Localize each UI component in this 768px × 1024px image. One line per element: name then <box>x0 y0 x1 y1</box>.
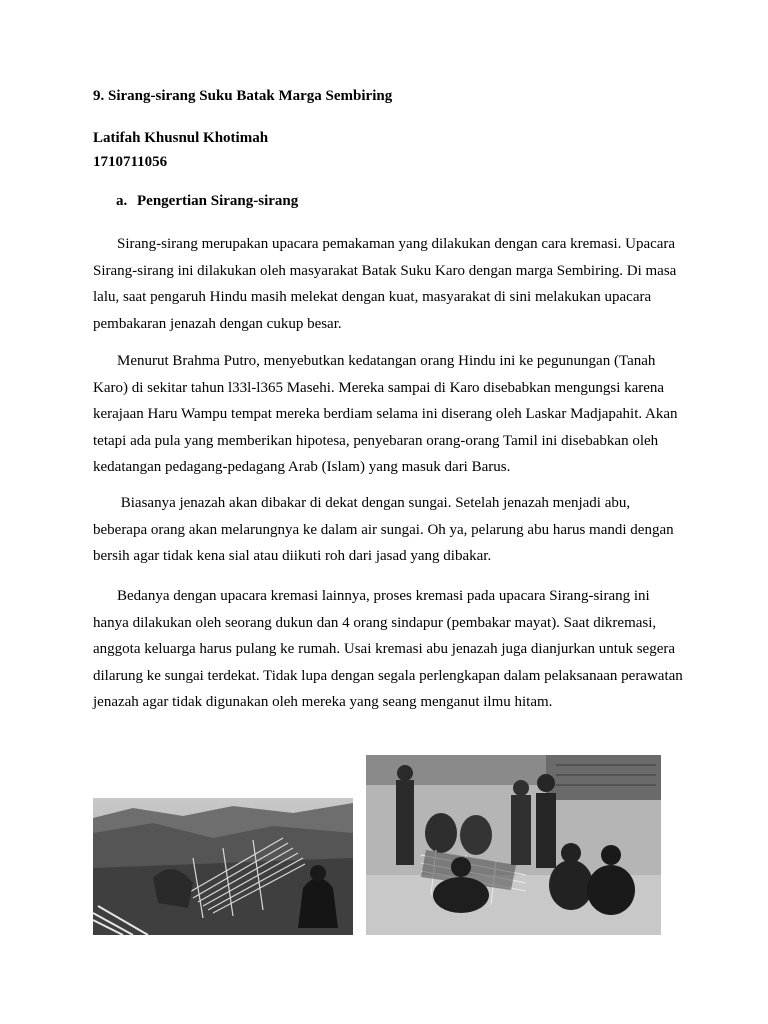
section-heading <box>116 193 298 210</box>
cremation-site-photo <box>93 798 353 935</box>
funeral-group-photo <box>366 755 661 935</box>
paragraph <box>93 583 683 716</box>
paragraph <box>93 231 683 337</box>
document-title: 9. Sirang-sirang Suku Batak Marga Sembiring <box>93 88 393 104</box>
paragraph-text: Sirang-sirang merupakan upacara pemakaman yang dilakukan dengan cara kremasi. Upacara Sirang-sirang ini dilakukan oleh masyarakat Batak Suku Karo dengan marga Sembiring. Di masa lalu, saat pengaruh Hindu masih melekat dengan kuat, masyarakat di sini melakukan upacara pembakaran jenazah dengan cukup besar. <box>93 236 677 332</box>
paragraph <box>93 490 683 570</box>
author-name: Latifah Khusnul Khotimah <box>93 130 269 146</box>
cremation-site-image <box>93 798 353 935</box>
funeral-group-image <box>366 755 661 935</box>
section-marker: a. <box>116 193 128 209</box>
paragraph-text: Biasanya jenazah akan dibakar di dekat dengan sungai. Setelah jenazah menjadi abu, beberapa orang akan melarungnya ke dalam air sungai. Oh ya, pelarung abu harus mandi dengan bersih agar tidak kena sial atau diikuti roh dari jasad yang dibakar. <box>93 495 678 564</box>
paragraph-text: Menurut Brahma Putro, menyebutkan kedatangan orang Hindu ini ke pegunungan (Tanah Karo) di sekitar tahun l33l-l365 Masehi. Mereka sampai di Karo disebabkan mengungsi karena kerajaan Haru Wampu tempat mereka berdiam selama ini diserang oleh Laskar Madjapahit. Akan tetapi ada pula yang memberikan hipotesa, penyebaran orang-orang Tamil ini disebabkan oleh kedatangan pedagang-pedagang Arab (Islam) yang masuk dari Barus. <box>93 353 678 475</box>
author-id: 1710711056 <box>93 154 168 170</box>
section-heading-text: Pengertian Sirang-sirang <box>137 193 299 209</box>
paragraph-text: Bedanya dengan upacara kremasi lainnya, proses kremasi pada upacara Sirang-sirang ini hanya dilakukan oleh seorang dukun dan 4 orang sindapur (pembakar mayat). Saat dikremasi, anggota keluarga harus pulang ke rumah. Usai kremasi abu jenazah juga dianjurkan untuk segera dilarung ke sungai terdekat. Tidak lupa dengan segala perlengkapan dalam pelaksanaan perawatan jenazah agar tidak digunakan oleh mereka yang seang menganut ilmu hitam. <box>93 588 683 710</box>
paragraph <box>93 348 683 481</box>
author-block <box>93 126 268 174</box>
